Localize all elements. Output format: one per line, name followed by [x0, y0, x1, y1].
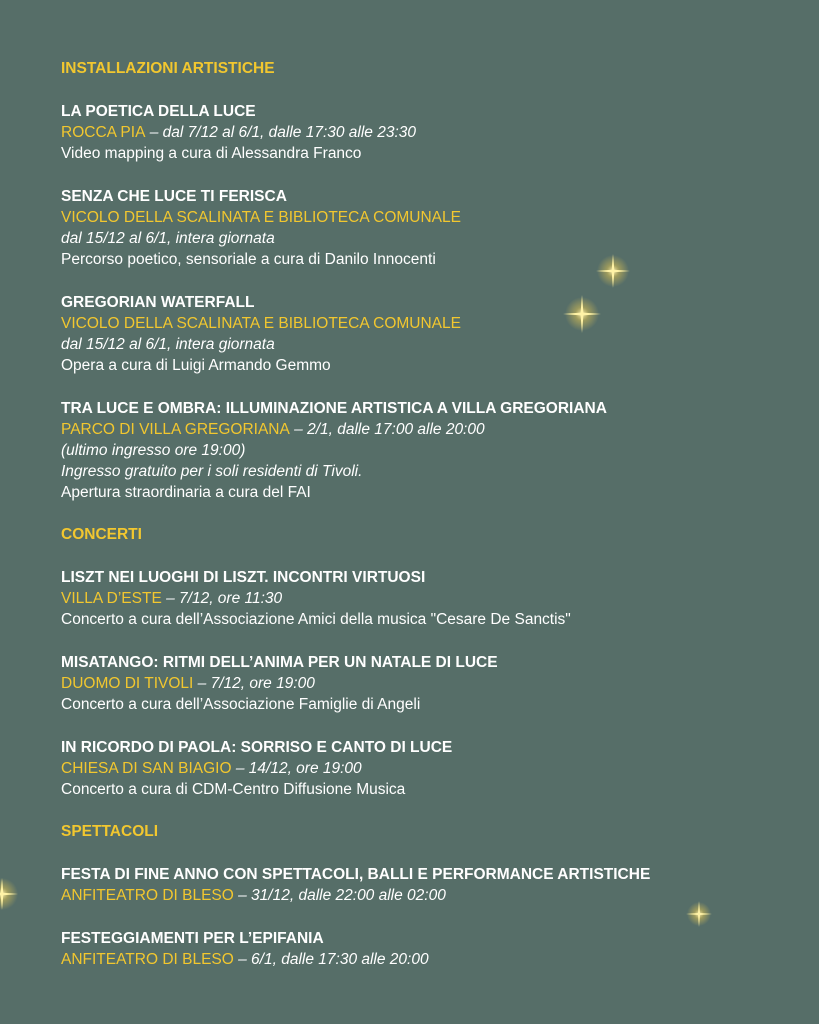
section-title-spettacoli: SPETTACOLI — [61, 823, 159, 840]
event-venue-line — [61, 673, 801, 694]
program-list — [61, 59, 801, 970]
event-item — [61, 864, 801, 906]
event-title: SENZA CHE LUCE TI FERISCA — [61, 188, 287, 205]
event-venue: VILLA D’ESTE — [61, 590, 162, 607]
event-title: LA POETICA DELLA LUCE — [61, 103, 256, 120]
event-venue-line — [61, 588, 801, 609]
event-venue: VICOLO DELLA SCALINATA E BIBLIOTECA COMUNALE — [61, 315, 461, 332]
event-date: – 7/12, ore 19:00 — [193, 675, 315, 692]
event-description: Opera a cura di Luigi Armando Gemmo — [61, 357, 331, 374]
event-item — [61, 292, 801, 376]
event-title: TRA LUCE E OMBRA: ILLUMINAZIONE ARTISTICA A VILLA GREGORIANA — [61, 400, 607, 417]
event-description: Video mapping a cura di Alessandra Franco — [61, 145, 362, 162]
event-note: Ingresso gratuito per i soli residenti di Tivoli. — [61, 463, 363, 480]
event-venue: VICOLO DELLA SCALINATA E BIBLIOTECA COMUNALE — [61, 209, 461, 226]
event-item — [61, 567, 801, 630]
event-item — [61, 186, 801, 270]
event-venue-line — [61, 949, 801, 970]
event-title: GREGORIAN WATERFALL — [61, 294, 255, 311]
event-date: – 2/1, dalle 17:00 alle 20:00 — [289, 421, 485, 438]
event-venue-line — [61, 758, 801, 779]
event-venue: CHIESA DI SAN BIAGIO — [61, 760, 232, 777]
event-venue: ROCCA PIA — [61, 124, 146, 141]
event-title: FESTA DI FINE ANNO CON SPETTACOLI, BALLI E PERFORMANCE ARTISTICHE — [61, 866, 651, 883]
event-venue: ANFITEATRO DI BLESO — [61, 887, 234, 904]
event-description: Concerto a cura dell’Associazione Famiglie di Angeli — [61, 696, 421, 713]
event-note: (ultimo ingresso ore 19:00) — [61, 442, 246, 459]
section-title-concerti: CONCERTI — [61, 526, 142, 543]
event-description: Percorso poetico, sensoriale a cura di Danilo Innocenti — [61, 251, 436, 268]
event-date: – dal 7/12 al 6/1, dalle 17:30 alle 23:30 — [145, 124, 417, 141]
event-venue-line — [61, 885, 801, 906]
event-venue: ANFITEATRO DI BLESO — [61, 951, 234, 968]
event-title: LISZT NEI LUOGHI DI LISZT. INCONTRI VIRTUOSI — [61, 569, 426, 586]
event-venue: DUOMO DI TIVOLI — [61, 675, 194, 692]
event-item — [61, 398, 801, 503]
event-date: dal 15/12 al 6/1, intera giornata — [61, 230, 275, 247]
event-venue-line — [61, 419, 801, 440]
event-item — [61, 737, 801, 800]
sparkle-icon — [0, 872, 22, 916]
event-date: dal 15/12 al 6/1, intera giornata — [61, 336, 275, 353]
event-title: FESTEGGIAMENTI PER L’EPIFANIA — [61, 930, 324, 947]
event-item — [61, 101, 801, 164]
event-title: MISATANGO: RITMI DELL’ANIMA PER UN NATALE DI LUCE — [61, 654, 498, 671]
event-description: Apertura straordinaria a cura del FAI — [61, 484, 311, 501]
event-description: Concerto a cura di CDM-Centro Diffusione Musica — [61, 781, 406, 798]
section-title-installazioni: INSTALLAZIONI ARTISTICHE — [61, 60, 275, 77]
event-venue: PARCO DI VILLA GREGORIANA — [61, 421, 290, 438]
event-item — [61, 928, 801, 970]
event-date: – 31/12, dalle 22:00 alle 02:00 — [233, 887, 446, 904]
event-description: Concerto a cura dell’Associazione Amici della musica "Cesare De Sanctis" — [61, 611, 571, 628]
event-date: – 14/12, ore 19:00 — [231, 760, 362, 777]
event-title: IN RICORDO DI PAOLA: SORRISO E CANTO DI LUCE — [61, 739, 453, 756]
event-date: – 6/1, dalle 17:30 alle 20:00 — [233, 951, 429, 968]
event-item — [61, 652, 801, 715]
event-venue-line — [61, 122, 801, 143]
event-date: – 7/12, ore 11:30 — [161, 590, 283, 607]
